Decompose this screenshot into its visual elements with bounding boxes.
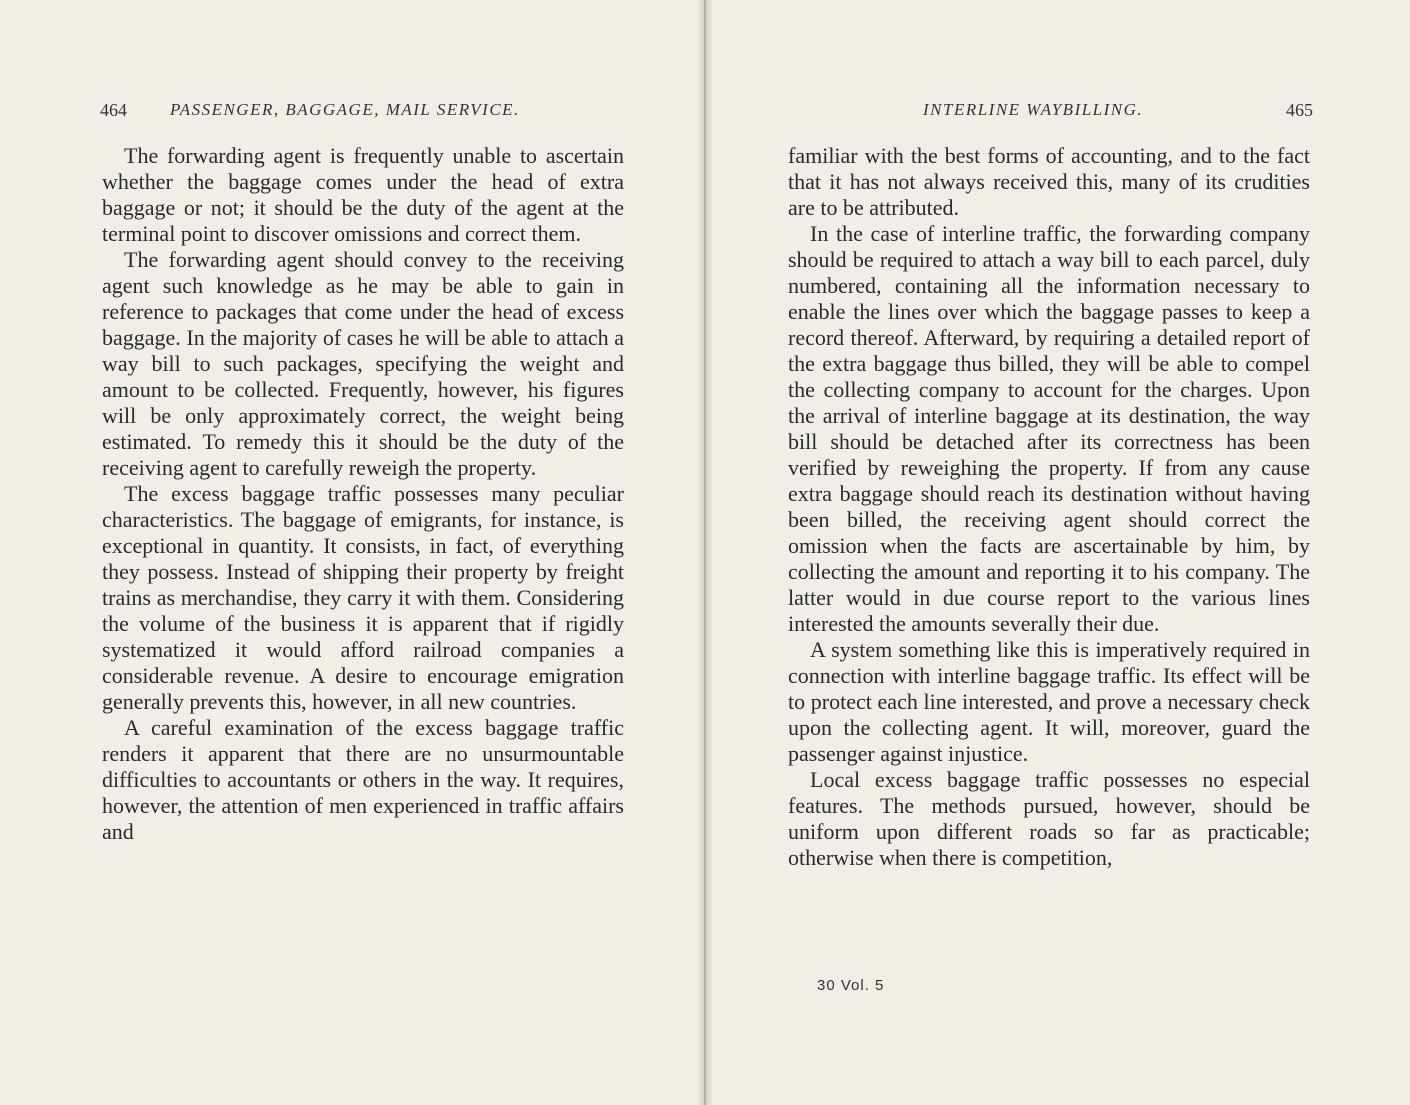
paragraph: The excess baggage traffic possesses many peculiar characteristics. The baggage of emigrants, for instance, is exceptional in quantity. It consists, in fact, of everything they possess. Instead of shipping their property by freight trains as merchandise, they carry it with them. Considering the volume of the business it is apparent that if rigidly systematized it would afford railroad companies a considerable revenue. A desire to encourage emigration generally prevents this, however, in all new countries. [102, 481, 624, 714]
right-running-head: INTERLINE WAYBILLING. [923, 100, 1144, 119]
book-gutter [698, 0, 712, 1105]
right-page-header [783, 100, 1313, 124]
left-page-body [102, 143, 624, 845]
paragraph: A system something like this is imperatively required in connection with interline baggage traffic. Its effect will be to protect each line interested, and prove a necessary check upon the collecting agent. It will, moreover, guard the passenger against injustice. [788, 637, 1310, 766]
paragraph: The forwarding agent should convey to the receiving agent such knowledge as he may be able to gain in reference to packages that come under the head of excess baggage. In the majority of cases he will be able to attach a way bill to such packages, specifying the weight and amount to be collected. Frequently, however, his figures will be only approximately correct, the weight being estimated. To remedy this it should be the duty of the receiving agent to carefully reweigh the property. [102, 247, 624, 480]
left-page-number: 464 [100, 100, 127, 120]
left-page-header [100, 100, 630, 124]
right-page-body [788, 143, 1310, 871]
paragraph: The forwarding agent is frequently unable to ascertain whether the baggage comes under the head of extra baggage or not; it should be the duty of the agent at the terminal point to discover omissions and correct them. [102, 143, 624, 246]
left-running-head: PASSENGER, BAGGAGE, MAIL SERVICE. [170, 100, 520, 119]
right-page [705, 0, 1410, 1105]
signature-mark: 30 Vol. 5 [817, 977, 885, 994]
continued-paragraph: familiar with the best forms of accounting, and to the fact that it has not always received this, many of its crudities are to be attributed. [788, 143, 1310, 220]
right-page-number: 465 [1286, 100, 1313, 120]
paragraph: A careful examination of the excess baggage traffic renders it apparent that there are no unsurmountable difficulties to accountants or others in the way. It requires, however, the attention of men experienced in traffic affairs and [102, 715, 624, 844]
paragraph: In the case of interline traffic, the forwarding company should be required to attach a way bill to each parcel, duly numbered, containing all the information necessary to enable the lines over which the baggage passes to keep a record thereof. Afterward, by requiring a detailed report of the extra baggage thus billed, they will be able to compel the collecting company to account for the charges. Upon the arrival of interline baggage at its destination, the way bill should be detached after its correctness has been verified by reweighing the property. If from any cause extra baggage should reach its destination without having been billed, the receiving agent should correct the omission when the facts are ascertainable by him, by collecting the amount and reporting it to his company. The latter would in due course report to the various lines interested the amounts severally their due. [788, 221, 1310, 636]
paragraph: Local excess baggage traffic possesses no especial features. The methods pursued, however, should be uniform upon different roads so far as practicable; otherwise when there is competition, [788, 767, 1310, 870]
